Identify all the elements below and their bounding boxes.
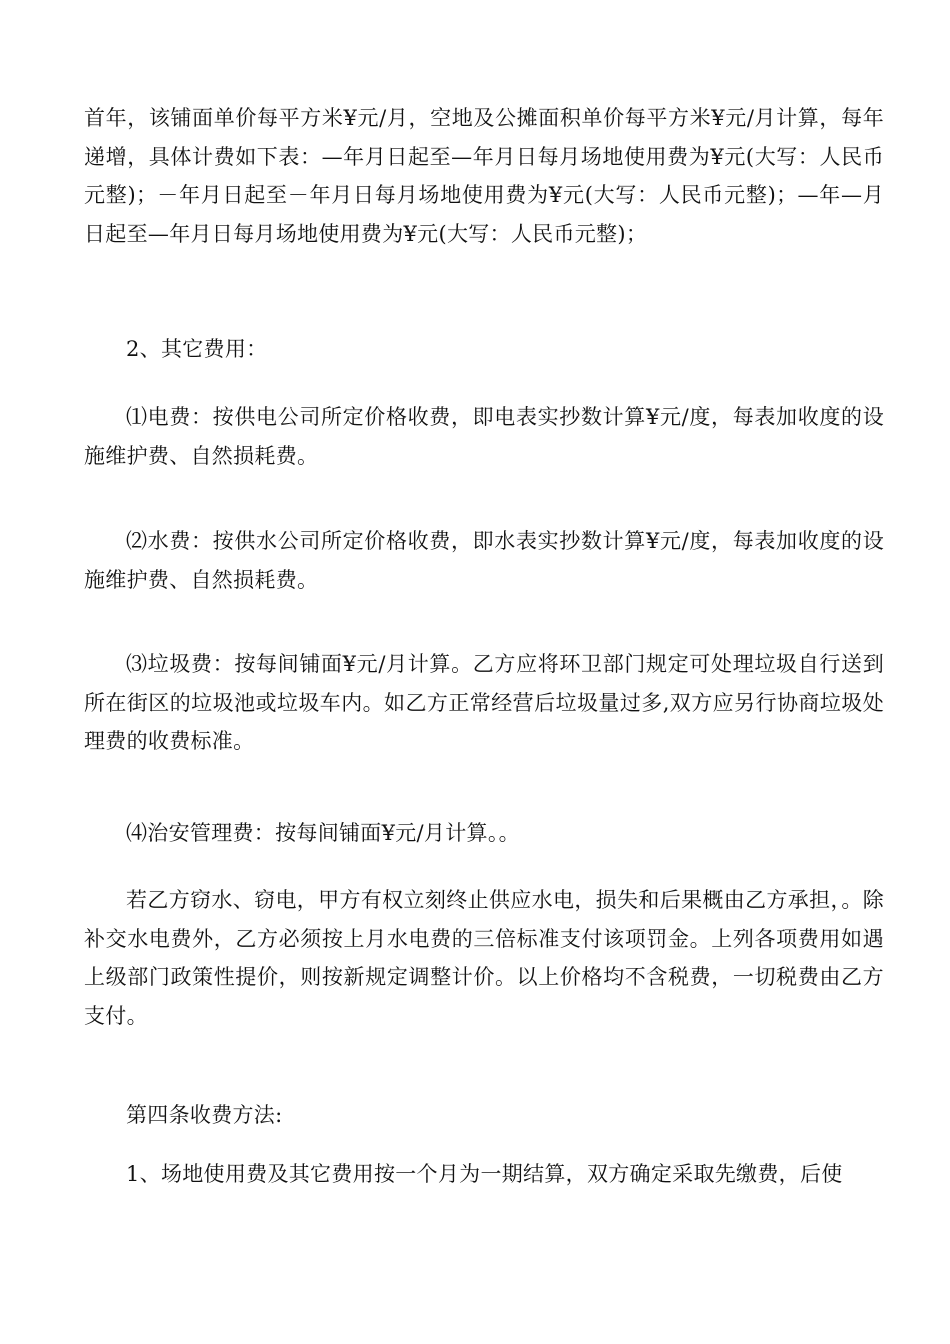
article-four-heading: 第四条收费方法: (126, 1103, 283, 1127)
paragraph-penalty: 若乙方窃水、窃电，甲方有权立刻终止供应水电，损失和后果概由乙方承担，。除补交水电费外，乙方必须按上月水电费的三倍标准支付该项罚金。上列各项费用如遇上级部门政策性提价，则按新规定调整计价。以上价格均不含税费，一切税费由乙方支付。 (84, 888, 884, 1028)
paragraph-payment-method: 1、场地使用费及其它费用按一个月为一期结算，双方确定采取先缴费，后使 (126, 1162, 843, 1186)
paragraph-water-fee: ⑵水费：按供水公司所定价格收费，即水表实抄数计算¥元/度，每表加收度的设施维护费、自然损耗费。 (84, 529, 884, 592)
paragraph-electricity-fee: ⑴电费：按供电公司所定价格收费，即电表实抄数计算¥元/度，每表加收度的设施维护费、自然损耗费。 (84, 405, 884, 468)
paragraph-garbage-fee: ⑶垃圾费：按每间铺面¥元/月计算。乙方应将环卫部门规定可处理垃圾自行送到所在街区的垃圾池或垃圾车内。如乙方正常经营后垃圾量过多,双方应另行协商垃圾处理费的收费标准。 (84, 652, 884, 754)
paragraph-security-fee: ⑷治安管理费：按每间铺面¥元/月计算。。 (126, 821, 520, 845)
paragraph-rent-schedule: 首年，该铺面单价每平方米¥元/月，空地及公摊面积单价每平方米¥元/月计算，每年递增，具体计费如下表：—年月日起至—年月日每月场地使用费为¥元(大写：人民币元整)；－年月日起至－年月日每月场地使用费为¥元(大写：人民币元整)；—年—月日起至—年月日每月场地使用费为¥元(大写：人民币元整)； (84, 106, 884, 246)
paragraph-other-fees-heading: 2、其它费用： (126, 337, 268, 361)
